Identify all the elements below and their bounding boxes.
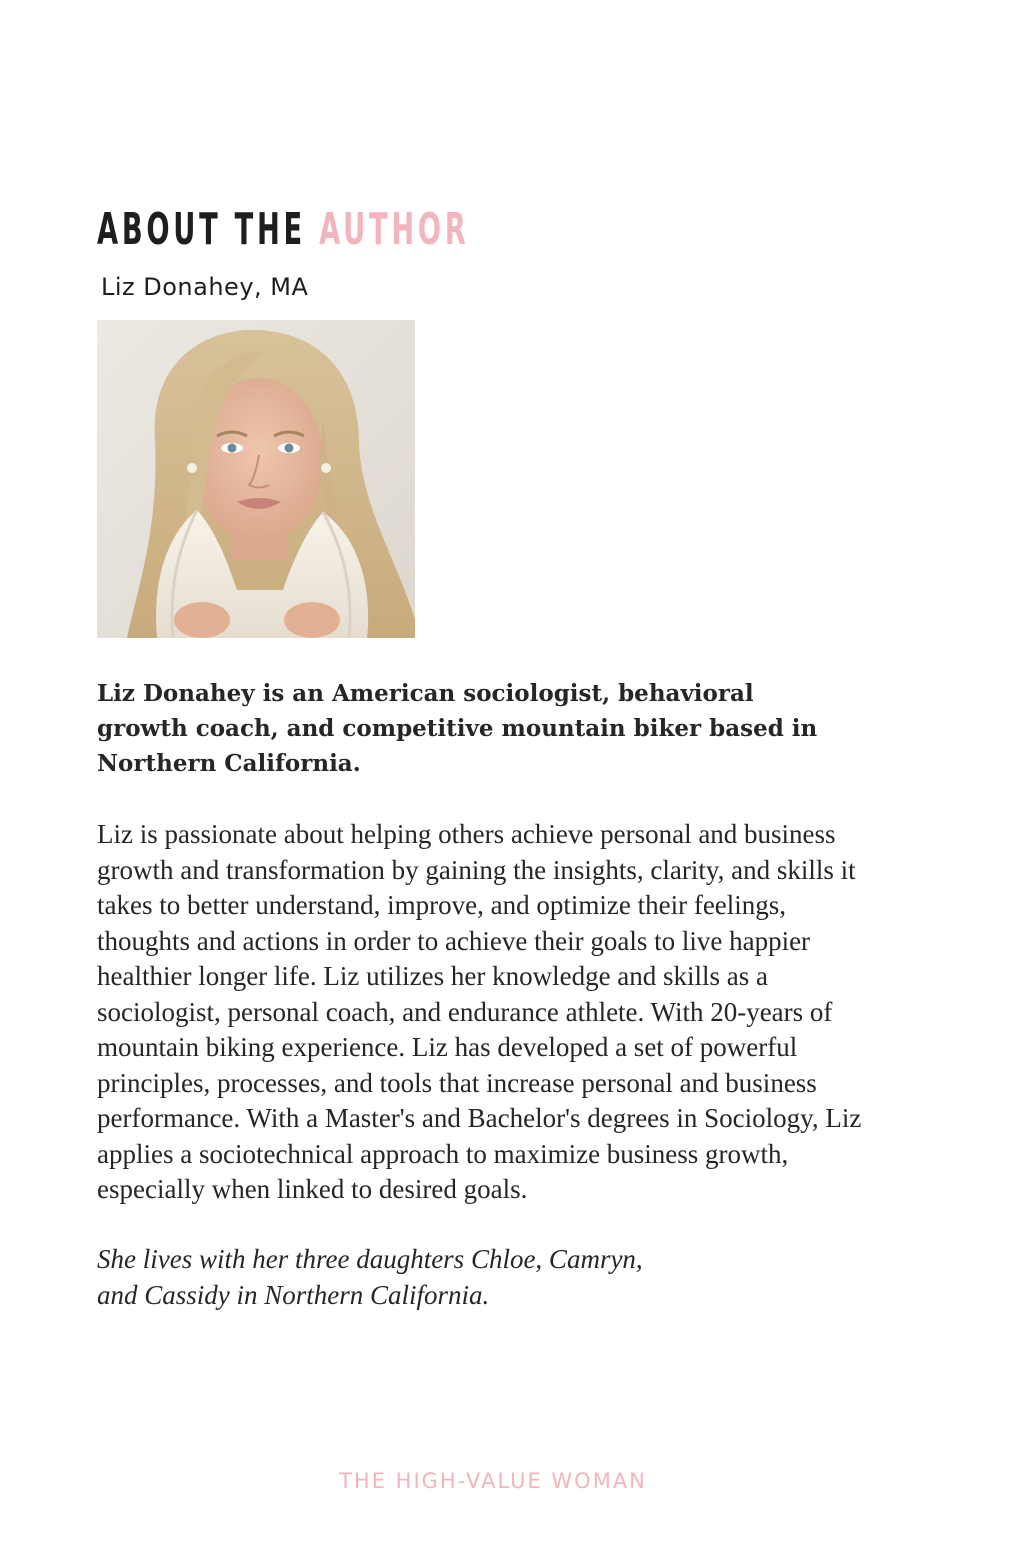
family-note <box>97 1241 717 1313</box>
lead-paragraph: Liz Donahey is an American sociologist, behavioral growth coach, and competitive mountain biker based in Northern California. <box>97 680 818 777</box>
family-note-line-1: She lives with her three daughters Chloe, Camryn, <box>97 1244 643 1274</box>
author-portrait-photo <box>97 320 415 638</box>
footer-book-title: THE HIGH-VALUE WOMAN <box>339 1469 647 1493</box>
heading-author: AUTHOR <box>319 204 470 255</box>
heading-about-the: ABOUT THE <box>97 204 306 255</box>
page-heading <box>97 204 470 256</box>
family-note-line-2: and Cassidy in Northern California. <box>97 1280 490 1310</box>
bio-paragraph: Liz is passionate about helping others achieve personal and business growth and transformation by gaining the insights, clarity, and skills it takes to better understand, improve, and optimize their feelings, thoughts and actions in order to achieve their goals to live happier healthier longer life. Liz utilizes her knowledge and skills as a sociologist, personal coach, and endurance athlete. With 20-years of mountain biking experience. Liz has developed a set of powerful principles, processes, and tools that increase personal and business performance. With a Master's and Bachelor's degrees in Sociology, Liz applies a sociotechnical approach to maximize business growth, especially when linked to desired goals. <box>97 819 862 1204</box>
author-name: Liz Donahey, MA <box>101 273 309 301</box>
